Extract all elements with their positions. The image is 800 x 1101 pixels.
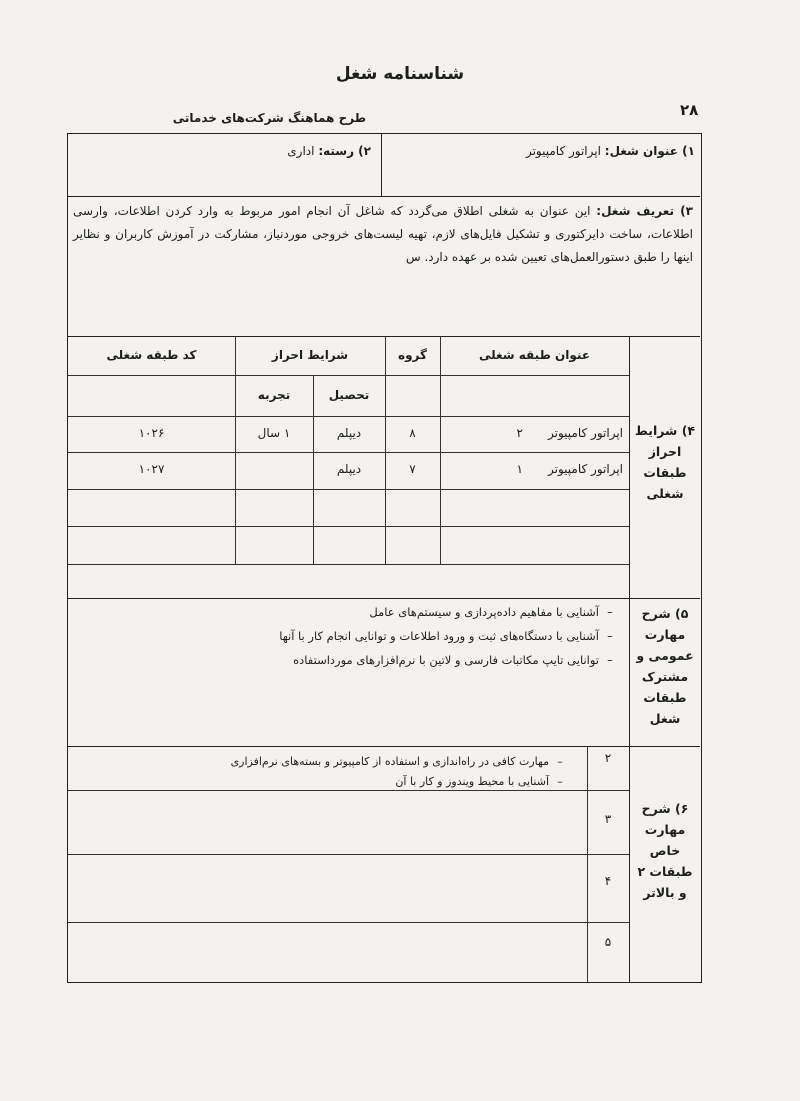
divider [68, 489, 629, 490]
level-5-label: ۵ [604, 935, 612, 949]
job-definition [73, 200, 693, 269]
divider [68, 416, 629, 417]
level-4-label: ۴ [604, 874, 612, 888]
job-title-value: اپراتور کامپیوتر [525, 144, 601, 158]
page-subtitle: طرح هماهنگ شرکت‌های خدماتی [172, 111, 366, 125]
row-1-education: دیپلم [336, 426, 362, 440]
bullet-dash: – [557, 775, 563, 788]
row-2-code: ۱۰۲۷ [138, 462, 165, 476]
row-1-title: اپراتور کامپیوتر [548, 426, 623, 440]
category-value: اداری [287, 144, 315, 158]
row-1-group: ۸ [409, 426, 416, 440]
divider [68, 564, 629, 565]
row-2-title: اپراتور کامپیوتر [548, 462, 623, 476]
row-2-level: ۱ [516, 462, 523, 476]
category-label: ۲) رسته: [318, 144, 371, 158]
col-header-class-title: عنوان طبقه شغلی [478, 348, 591, 362]
col-header-experience: تجربه [257, 388, 291, 402]
definition-text: این عنوان به شغلی اطلاق می‌گردد که شاغل آن انجام امور مربوط به وارد کردن اطلاعات، وارسی اطلاعات، ساخت دایرکتوری و تشکیل فایل‌های لازم، تهیه لیست‌های خروجی موردنیاز، مشارکت در آموزش کاربران و نظایر اینها را طبق دستورالعمل‌های تعیین شده بر عهده دارد. س [73, 204, 693, 264]
divider [68, 854, 629, 855]
bullet-dash: – [607, 629, 613, 643]
divider [68, 598, 700, 599]
category-field [287, 144, 371, 158]
job-title-label: ۱) عنوان شغل: [604, 144, 695, 158]
divider [68, 922, 629, 923]
general-skills-list [279, 600, 621, 672]
divider [385, 336, 386, 564]
row-1-level: ۲ [516, 426, 523, 440]
divider [381, 134, 382, 196]
divider [68, 452, 629, 453]
page-title: شناسنامه شغل [335, 64, 465, 84]
list-item: –توانایی تایپ مکاتبات فارسی و لاتین با نرم‌افزارهای مورداستفاده [279, 648, 621, 672]
divider [68, 196, 700, 197]
level-3-label: ۳ [604, 812, 612, 826]
divider [68, 746, 700, 747]
row-2-group: ۷ [409, 462, 416, 476]
divider [68, 336, 700, 337]
list-item: –آشنایی با محیط ویندوز و کار با آن [231, 772, 571, 792]
level-2-skills-list [231, 752, 571, 792]
divider [440, 336, 441, 564]
bullet-dash: – [557, 755, 563, 768]
divider [629, 746, 630, 982]
bullet-dash: – [607, 605, 613, 619]
job-title-field [526, 144, 695, 158]
row-2-education: دیپلم [336, 462, 362, 476]
list-item: –مهارت کافی در راه‌اندازی و استفاده از کامپیوتر و بسته‌های نرم‌افزاری [231, 752, 571, 772]
col-header-education: تحصیل [328, 388, 370, 402]
divider [68, 526, 629, 527]
row-1-experience: ۱ سال [257, 426, 291, 440]
col-header-conditions: شرایط احراز [271, 348, 349, 362]
bullet-dash: – [607, 653, 613, 667]
general-skills-section-label: ۵) شرح مهارت عمومی و مشترک طبقات شغل [636, 606, 694, 726]
divider [68, 375, 629, 376]
col-header-group: گروه [398, 348, 427, 362]
list-item: –آشنایی با مفاهیم داده‌پردازی و سیستم‌های عامل [279, 600, 621, 624]
specific-skills-section-label: ۶) شرح مهارت خاص طبقات ۲ و بالاتر [637, 801, 693, 900]
job-profile-form [67, 133, 702, 983]
level-2-label: ۲ [604, 751, 612, 765]
row-1-code: ۱۰۲۶ [138, 426, 165, 440]
definition-label: ۳) تعریف شغل: [596, 204, 693, 218]
divider [629, 336, 630, 598]
divider [235, 336, 236, 564]
divider [629, 598, 630, 746]
requirements-section-label: ۴) شرایط احراز طبقات شغلی [634, 423, 696, 501]
list-item: –آشنایی با دستگاه‌های ثبت و ورود اطلاعات و توانایی انجام کار با آنها [279, 624, 621, 648]
col-header-class-code: کد طبقه شغلی [106, 348, 197, 362]
page-number: ۲۸ [680, 101, 699, 119]
